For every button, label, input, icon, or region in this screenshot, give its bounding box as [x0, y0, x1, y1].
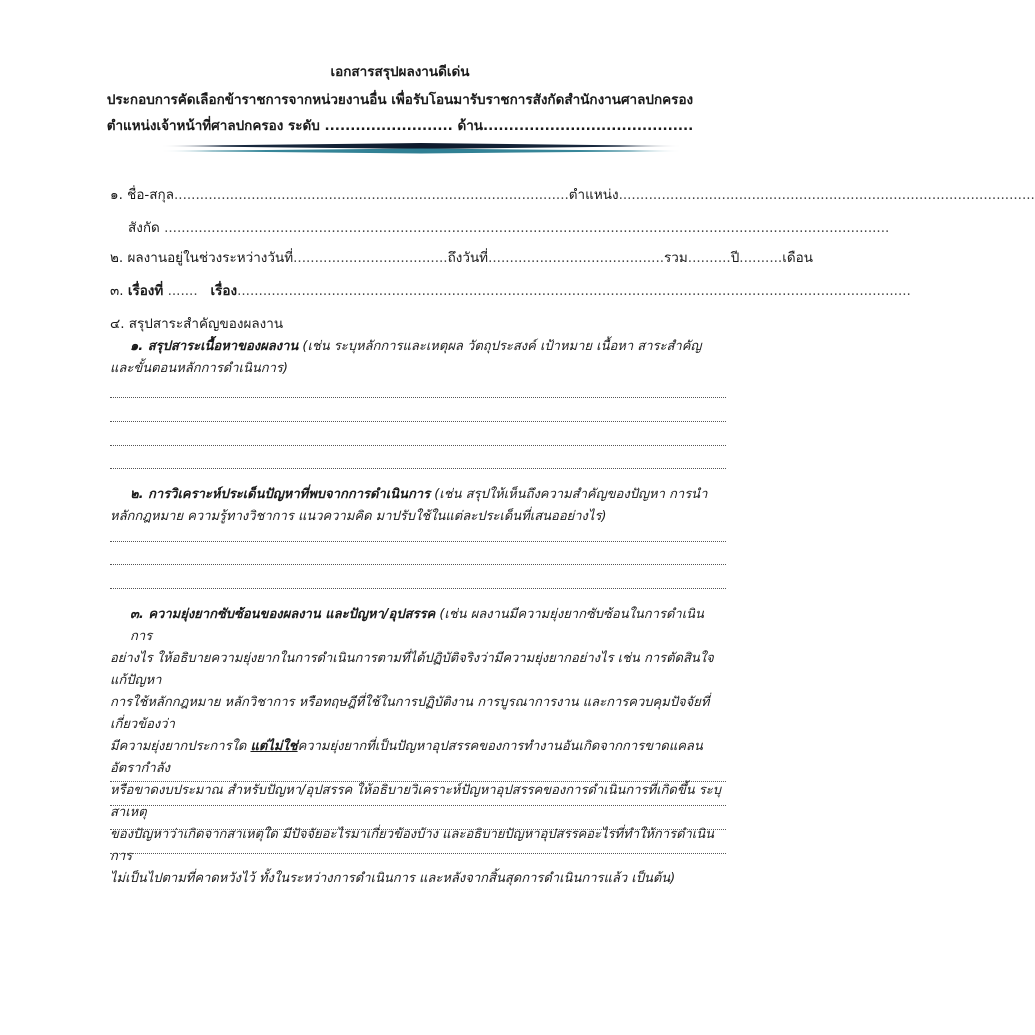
section1-answer-line[interactable] — [110, 421, 726, 422]
section3-description — [110, 604, 726, 890]
section2-desc-line1: (เช่น สรุปให้เห็นถึงความสำคัญของปัญหา การนำ — [430, 487, 708, 502]
topic-row — [110, 279, 911, 301]
position-line: ตำแหน่งเจ้าหน้าที่ศาลปกครอง ระดับ ......................... ด้าน......................................... — [106, 118, 694, 134]
section3-emphasis: แต่ไม่ใช่ — [250, 739, 298, 754]
section1-answer-line[interactable] — [110, 468, 726, 469]
topic-name-field[interactable]: ............................................................................................................................................................. — [237, 283, 911, 299]
section2-desc-line2: หลักกฎหมาย ความรู้ทางวิชาการ แนวความคิด มาปรับใช้ในแต่ละประเด็นที่เสนออย่างไร) — [110, 509, 607, 524]
period-label: ๒. ผลงานอยู่ในช่วงระหว่างวันที่ — [110, 250, 294, 266]
section3-desc-line1: (เช่น ผลงานมีความยุ่งยากซับซ้อนในการดำเนินการ — [130, 607, 704, 644]
section3-desc-line4b: ความยุ่งยากที่เป็นปัญหาอุปสรรคของการทำงานอันเกิดจากการขาดแคลนอัตรากำลัง — [110, 739, 703, 776]
period-to-label: ถึงวันที่ — [447, 250, 489, 266]
period-row — [110, 246, 813, 268]
summary-heading: ๔. สรุปสาระสำคัญของผลงาน — [110, 316, 284, 332]
section3-desc-line6: ของปัญหาว่าเกิดจากสาเหตุใด มีปัจจัยอะไรมาเกี่ยวข้องบ้าง และอธิบายปัญหาอุปสรรคอะไรที่ทำให้การดำเนินการ — [110, 827, 715, 864]
section1-description — [110, 336, 726, 380]
section2-answer-line[interactable] — [110, 564, 726, 565]
document-subtitle: ประกอบการคัดเลือกข้าราชการจากหน่วยงานอื่น เพื่อรับโอนมารับราชการสังกัดสำนักงานศาลปกครอง — [106, 92, 694, 108]
section3-title: ๓. ความยุ่งยากซับซ้อนของผลงาน และปัญหา/อุปสรรค — [130, 607, 436, 622]
year-label: ปี — [730, 250, 740, 266]
name-position-row — [110, 183, 1035, 205]
position-label: ตำแหน่ง — [568, 187, 619, 203]
total-months-field[interactable]: .......... — [739, 250, 783, 266]
month-label: เดือน — [782, 250, 813, 266]
topic-number-field[interactable]: ....... — [167, 283, 198, 299]
section2-answer-line[interactable] — [110, 541, 726, 542]
section1-desc-line2: และขั้นตอนหลักการดำเนินการ) — [110, 361, 288, 376]
affiliation-label: สังกัด — [128, 220, 160, 236]
section3-answer-line[interactable] — [110, 805, 726, 806]
position-field[interactable]: ................................................................................................. — [618, 187, 1035, 203]
section1-answer-line[interactable] — [110, 445, 726, 446]
section1-answer-line[interactable] — [110, 397, 726, 398]
decorative-divider — [160, 141, 682, 155]
section3-answer-line[interactable] — [110, 829, 726, 830]
name-field[interactable]: ............................................................................................ — [173, 187, 569, 203]
section3-desc-line7: ไม่เป็นไปตามที่คาดหวังไว้ ทั้งในระหว่างการดำเนินการ และหลังจากสิ้นสุดการดำเนินการแล้ว เป็นต้น) — [110, 871, 676, 886]
section3-answer-line[interactable] — [110, 781, 726, 782]
section3-desc-line3: การใช้หลักกฎหมาย หลักวิชาการ หรือทฤษฎีที่ใช้ในการปฏิบัติงาน การบูรณาการงาน และการควบคุมปัจจัยที่เกี่ยวข้องว่า — [110, 695, 710, 732]
document-title: เอกสารสรุปผลงานดีเด่น — [330, 64, 470, 80]
section3-answer-line[interactable] — [110, 853, 726, 854]
section2-description — [110, 484, 726, 528]
affiliation-field[interactable]: ......................................................................................................................................................................... — [164, 220, 890, 236]
total-label: รวม — [664, 250, 688, 266]
section3-desc-line2: อย่างไร ให้อธิบายความยุ่งยากในการดำเนินการตามที่ได้ปฏิบัติจริงว่ามีความยุ่งยากอย่างไร เช่น การตัดสินใจแก้ปัญหา — [110, 651, 714, 688]
total-years-field[interactable]: .......... — [687, 250, 731, 266]
affiliation-row — [128, 216, 890, 238]
section2-answer-line[interactable] — [110, 588, 726, 589]
section3-desc-line5: หรือขาดงบประมาณ สำหรับปัญหา/อุปสรรค ให้อธิบายวิเคราะห์ปัญหาอุปสรรคของการดำเนินการที่เกิดขึ้น ระบุสาเหตุ — [110, 783, 721, 820]
topic-name-label: เรื่อง — [210, 283, 238, 299]
topic-label: เรื่องที่ — [127, 283, 164, 299]
section3-desc-line4a: มีความยุ่งยากประการใด — [110, 739, 251, 754]
section1-title: ๑. สรุปสาระเนื้อหาของผลงาน — [130, 339, 299, 354]
section2-title: ๒. การวิเคราะห์ประเด็นปัญหาที่พบจากการดำเนินการ — [130, 487, 431, 502]
period-start-field[interactable]: .................................... — [293, 250, 448, 266]
topic-number: ๓. — [110, 283, 124, 299]
section1-desc-line1: (เช่น ระบุหลักการและเหตุผล วัตถุประสงค์ เป้าหมาย เนื้อหา สาระสำคัญ — [298, 339, 702, 354]
name-label: ๑. ชื่อ-สกุล — [110, 187, 174, 203]
period-end-field[interactable]: ......................................... — [488, 250, 665, 266]
